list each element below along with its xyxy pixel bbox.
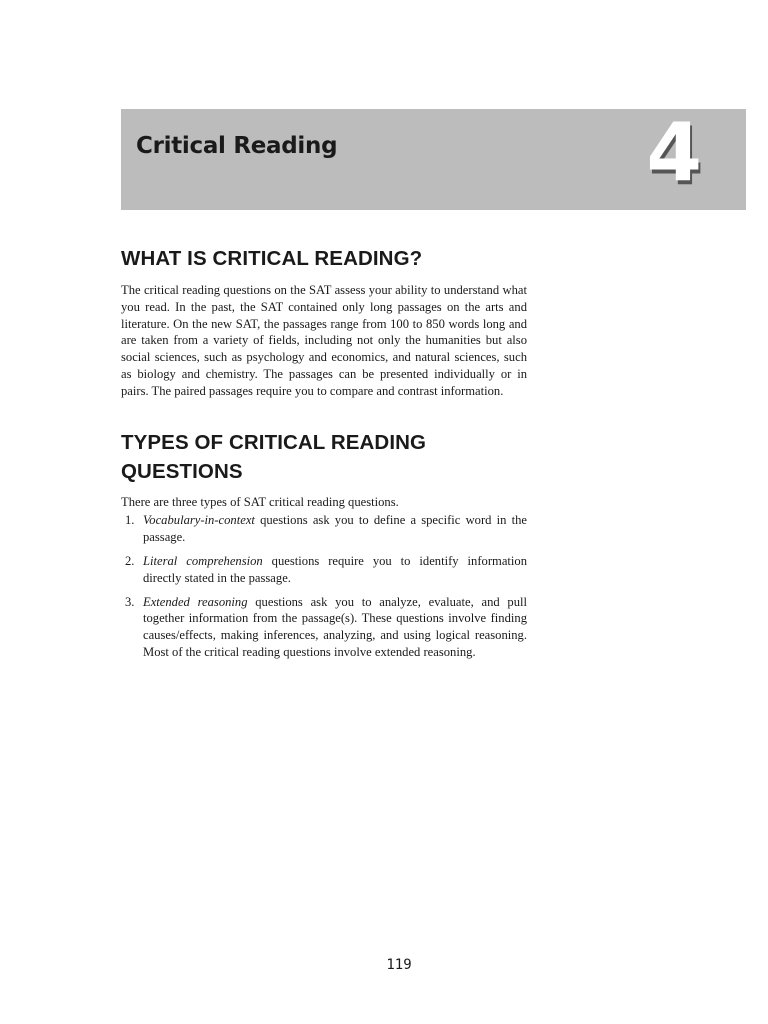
list-item-text: questions ask you to define a specific word in the passage. [143, 513, 527, 545]
list-item-number: 3. [125, 594, 135, 609]
section-heading-types: TYPES OF CRITICAL READING QUESTIONS [121, 430, 427, 483]
chapter-banner [121, 106, 746, 210]
page-number: 119 [386, 957, 412, 973]
page-content [121, 244, 527, 668]
list-item-text: questions ask you to analyze, evaluate, and pull together information from the passage(s). These questions involve finding causes/effects, making inferences, analyzing, and using logical reasoning. Most of the critical reading questions involve extended reasoning. [143, 594, 527, 659]
question-types-list [121, 512, 527, 660]
list-item-term: Extended reasoning [143, 594, 248, 609]
list-item-number: 2. [125, 553, 135, 568]
chapter-title: Critical Reading [136, 133, 338, 159]
list-item-text: questions require you to identify information directly stated in the passage. [143, 553, 527, 585]
list-item-number: 1. [125, 513, 135, 528]
list-item-term: Vocabulary-in-context [143, 513, 255, 528]
chapter-number: 4 [646, 106, 702, 199]
list-item [121, 594, 527, 661]
list-item [121, 512, 527, 546]
list-item-term: Literal comprehension [143, 553, 263, 568]
section-heading-what-is: WHAT IS CRITICAL READING? [121, 247, 423, 270]
section-paragraph-what-is: The critical reading questions on the SAT assess your ability to understand what you read. In the past, the SAT contained only long passages on the arts and literature. On the new SAT, the passages range from 100 to 850 words long and are taken from a variety of fields, including not only the humanities but also social sciences, such as psychology and economics, and natural sciences, such as biology and chemistry. The passages can be presented individually or in pairs. The paired passages require you to compare and contrast information. [121, 283, 527, 398]
list-item [121, 553, 527, 587]
types-intro: There are three types of SAT critical reading questions. [121, 494, 399, 509]
